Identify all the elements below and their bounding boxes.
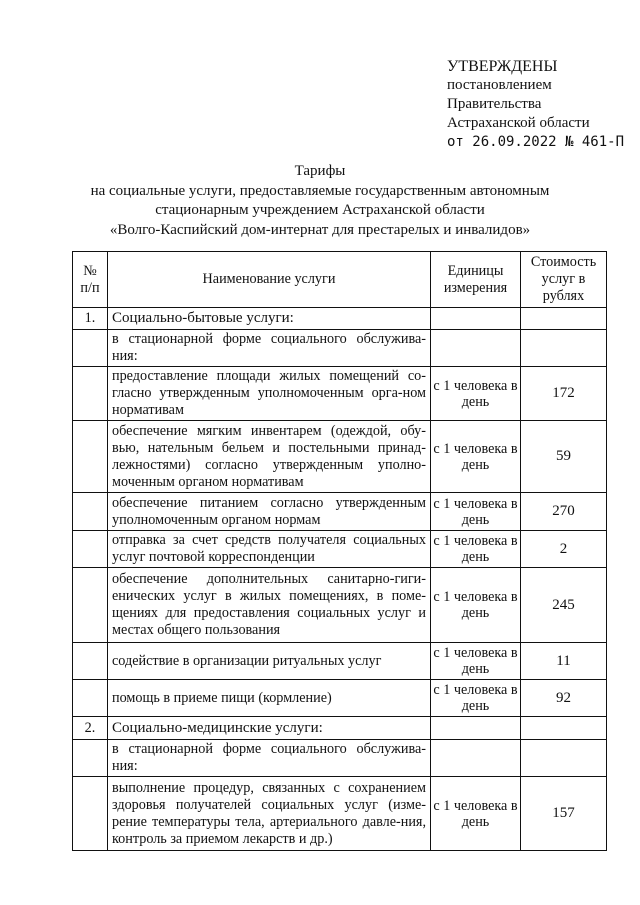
- row-num: 1.: [73, 308, 108, 330]
- row-num: [73, 680, 108, 717]
- table-row: [73, 717, 607, 740]
- table-row: [73, 531, 607, 568]
- document-heading: [0, 162, 640, 240]
- row-num: [73, 777, 108, 851]
- table-row: [73, 367, 607, 421]
- row-name: в стационарной форме социального обслужива-ния:: [108, 740, 431, 777]
- row-num: [73, 367, 108, 421]
- header-cost: Стоимость услуг в рублях: [521, 252, 607, 308]
- row-cost: [521, 717, 607, 740]
- row-num: [73, 531, 108, 568]
- table-row: [73, 308, 607, 330]
- approval-line-1: постановлением: [447, 77, 552, 93]
- row-unit: с 1 человека в день: [431, 568, 521, 643]
- row-name: предоставление площади жилых помещений со-гласно утвержденным уполномоченным орга-ном нормативам: [108, 367, 431, 421]
- row-name: в стационарной форме социального обслужива-ния:: [108, 330, 431, 367]
- approval-line-2: Правительства: [447, 96, 542, 112]
- row-cost: [521, 740, 607, 777]
- row-cost: 270: [521, 493, 607, 531]
- row-num: [73, 421, 108, 493]
- row-cost: 92: [521, 680, 607, 717]
- table-row: [73, 568, 607, 643]
- approval-title: УТВЕРЖДЕНЫ: [447, 58, 558, 75]
- heading-line-2: стационарным учреждением Астраханской области: [155, 202, 485, 218]
- row-cost: 245: [521, 568, 607, 643]
- row-name: помощь в приеме пищи (кормление): [108, 680, 431, 717]
- row-num: [73, 740, 108, 777]
- row-name: обеспечение дополнительных санитарно-гиги-енических услуг в жилых помещениях, в поме-щениях для предоставления социальных услуг и местах общего пользования: [108, 568, 431, 643]
- approval-block: [447, 57, 624, 152]
- row-name: Социально-медицинские услуги:: [108, 717, 431, 740]
- row-unit: с 1 человека в день: [431, 367, 521, 421]
- table-row: [73, 643, 607, 680]
- row-name: обеспечение мягким инвентарем (одеждой, обу-вью, нательным бельем и постельными принад-лежностями) согласно утвержденным уполно-моченным органом нормативам: [108, 421, 431, 493]
- row-name: содействие в организации ритуальных услуг: [108, 643, 431, 680]
- table-header-row: [73, 252, 607, 308]
- row-cost: 2: [521, 531, 607, 568]
- row-name: Социально-бытовые услуги:: [108, 308, 431, 330]
- heading-line-1: на социальные услуги, предоставляемые государственным автономным: [90, 182, 550, 199]
- header-num: № п/п: [73, 252, 108, 308]
- row-cost: 59: [521, 421, 607, 493]
- row-unit: с 1 человека в день: [431, 643, 521, 680]
- table-row: [73, 330, 607, 367]
- row-unit: [431, 717, 521, 740]
- row-name: обеспечение питанием согласно утвержденным уполномоченным органом нормам: [108, 493, 431, 531]
- row-cost: 157: [521, 777, 607, 851]
- approval-date-line: от 26.09.2022 № 461-П: [447, 134, 625, 150]
- row-cost: 11: [521, 643, 607, 680]
- heading-title: Тарифы: [294, 163, 346, 179]
- row-unit: с 1 человека в день: [431, 531, 521, 568]
- table-row: [73, 421, 607, 493]
- row-unit: [431, 308, 521, 330]
- header-name: Наименование услуги: [108, 252, 431, 308]
- row-unit: с 1 человека в день: [431, 680, 521, 717]
- row-unit: с 1 человека в день: [431, 421, 521, 493]
- row-unit: [431, 740, 521, 777]
- row-num: [73, 493, 108, 531]
- tariff-table: [72, 251, 607, 851]
- table-row: [73, 777, 607, 851]
- table-row: [73, 740, 607, 777]
- row-cost: 172: [521, 367, 607, 421]
- row-unit: с 1 человека в день: [431, 493, 521, 531]
- row-num: [73, 330, 108, 367]
- row-num: 2.: [73, 717, 108, 740]
- row-num: [73, 568, 108, 643]
- row-name: выполнение процедур, связанных с сохранением здоровья получателей социальных услуг (изме-рение температуры тела, артериального давле-ния, контроль за приемом лекарств и др.): [108, 777, 431, 851]
- header-unit: Единицы измерения: [431, 252, 521, 308]
- table-row: [73, 680, 607, 717]
- row-name: отправка за счет средств получателя социальных услуг почтовой корреспонденции: [108, 531, 431, 568]
- row-num: [73, 643, 108, 680]
- row-unit: [431, 330, 521, 367]
- row-cost: [521, 308, 607, 330]
- row-unit: с 1 человека в день: [431, 777, 521, 851]
- row-cost: [521, 330, 607, 367]
- approval-line-3: Астраханской области: [447, 115, 590, 131]
- heading-line-3: «Волго-Каспийский дом-интернат для престарелых и инвалидов»: [109, 221, 531, 238]
- table-row: [73, 493, 607, 531]
